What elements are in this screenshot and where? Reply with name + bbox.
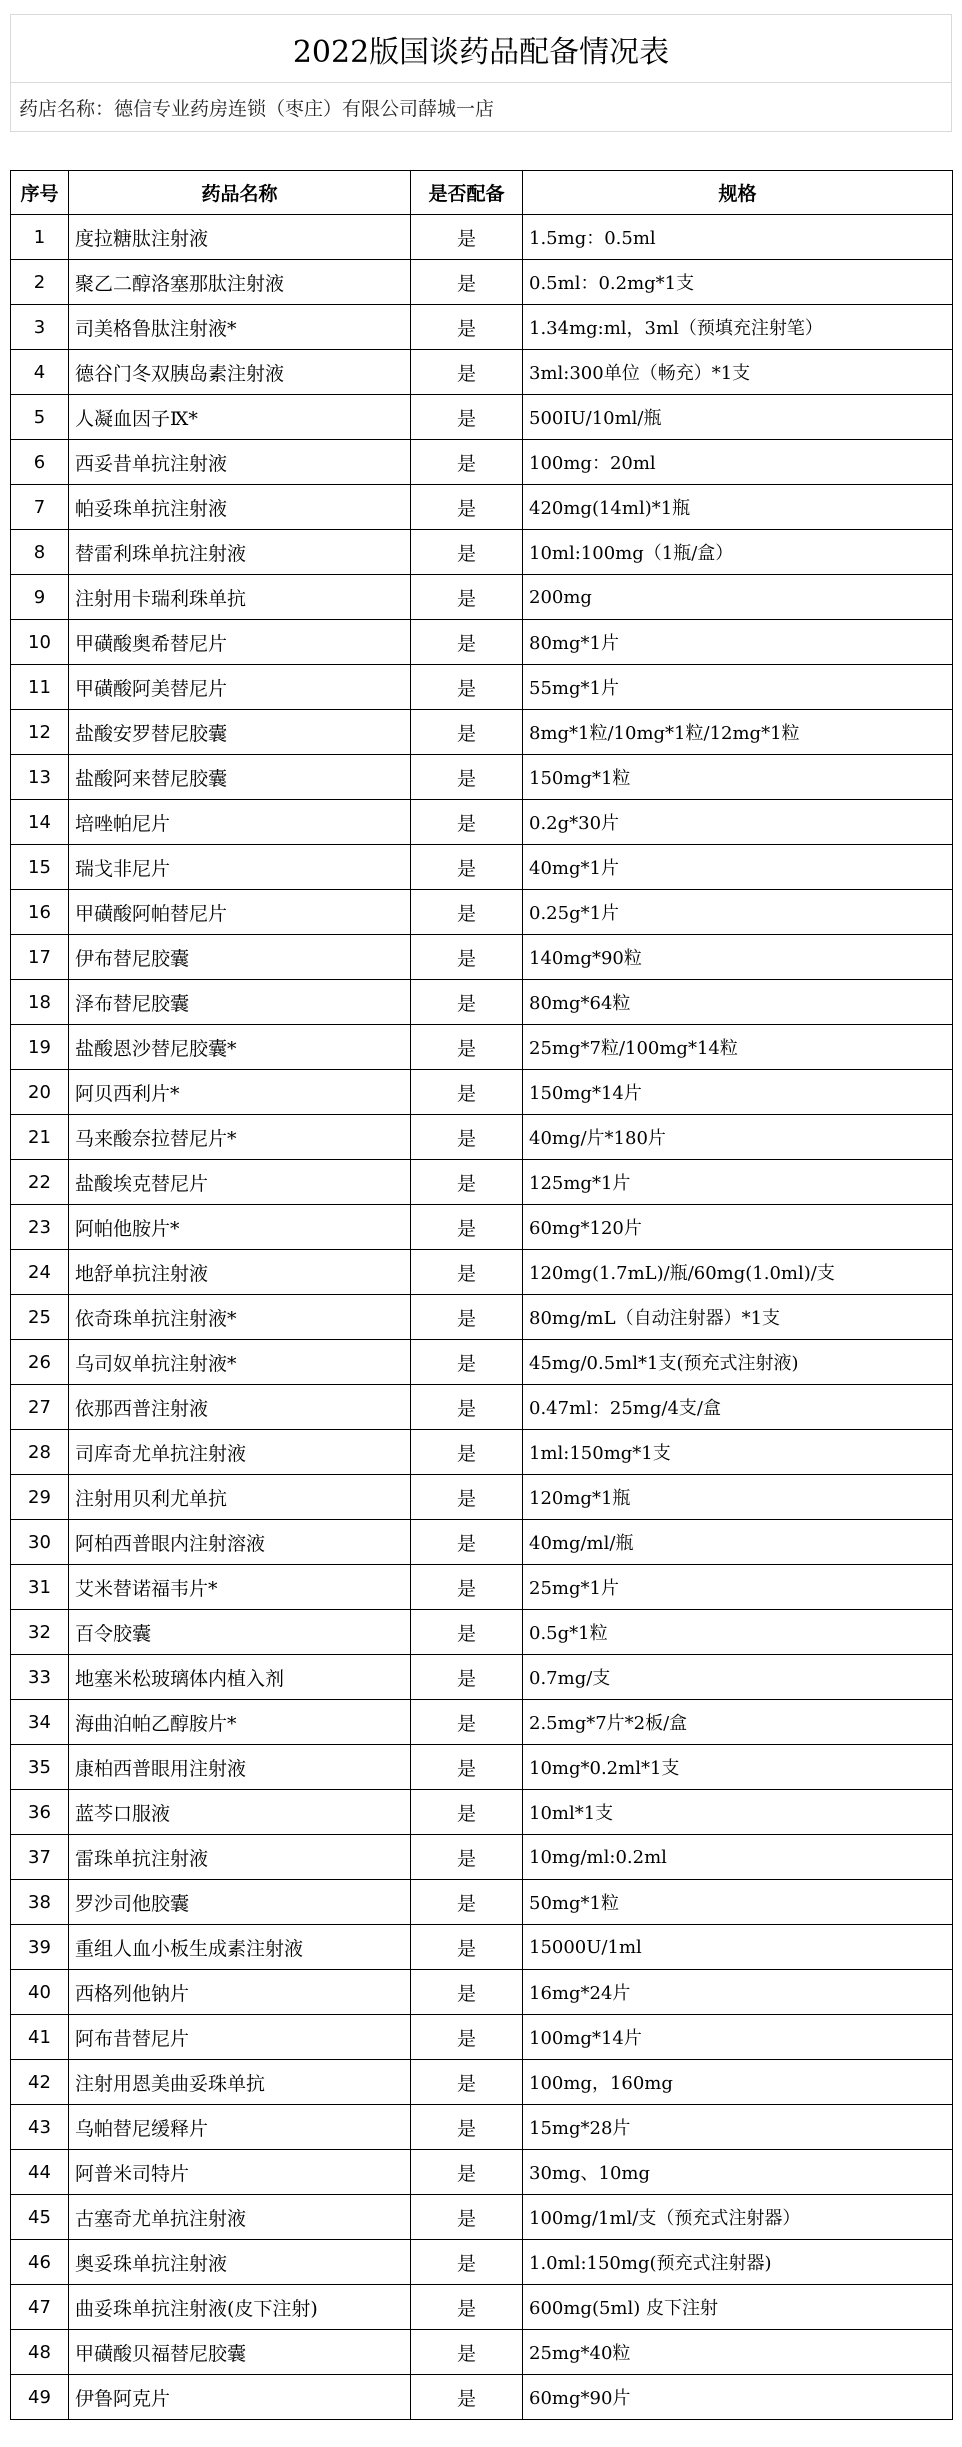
drug-spec: 120mg(1.7mL)/瓶/60mg(1.0ml)/支	[523, 1250, 953, 1295]
table-row	[11, 1610, 953, 1655]
row-number: 27	[11, 1385, 69, 1430]
drug-name: 德谷门冬双胰岛素注射液	[69, 350, 411, 395]
table-row	[11, 1565, 953, 1610]
table-row	[11, 2240, 953, 2285]
equipped-status: 是	[411, 1295, 523, 1340]
equipped-status: 是	[411, 1835, 523, 1880]
row-number: 38	[11, 1880, 69, 1925]
row-number: 46	[11, 2240, 69, 2285]
drug-spec: 500IU/10ml/瓶	[523, 395, 953, 440]
drug-name: 伊布替尼胶囊	[69, 935, 411, 980]
row-number: 47	[11, 2285, 69, 2330]
drug-spec: 8mg*1粒/10mg*1粒/12mg*1粒	[523, 710, 953, 755]
drug-spec: 1.0ml:150mg(预充式注射器)	[523, 2240, 953, 2285]
row-number: 25	[11, 1295, 69, 1340]
table-row	[11, 1835, 953, 1880]
drug-spec: 0.2g*30片	[523, 800, 953, 845]
drug-spec: 125mg*1片	[523, 1160, 953, 1205]
equipped-status: 是	[411, 800, 523, 845]
equipped-status: 是	[411, 1520, 523, 1565]
row-number: 21	[11, 1115, 69, 1160]
drug-name: 地舒单抗注射液	[69, 1250, 411, 1295]
drug-name: 司库奇尤单抗注射液	[69, 1430, 411, 1475]
table-row	[11, 1790, 953, 1835]
equipped-status: 是	[411, 1700, 523, 1745]
table-row	[11, 2330, 953, 2375]
equipped-status: 是	[411, 2195, 523, 2240]
equipped-status: 是	[411, 1025, 523, 1070]
equipped-status: 是	[411, 575, 523, 620]
drug-name: 曲妥珠单抗注射液(皮下注射)	[69, 2285, 411, 2330]
drug-name: 百令胶囊	[69, 1610, 411, 1655]
drug-spec: 10mg/ml:0.2ml	[523, 1835, 953, 1880]
row-number: 40	[11, 1970, 69, 2015]
table-row	[11, 2015, 953, 2060]
equipped-status: 是	[411, 710, 523, 755]
equipped-status: 是	[411, 935, 523, 980]
drug-spec: 30mg、10mg	[523, 2150, 953, 2195]
row-number: 7	[11, 485, 69, 530]
drug-name: 伊鲁阿克片	[69, 2375, 411, 2420]
header-drug-name: 药品名称	[69, 171, 411, 215]
equipped-status: 是	[411, 395, 523, 440]
equipped-status: 是	[411, 2015, 523, 2060]
drug-spec: 140mg*90粒	[523, 935, 953, 980]
row-number: 11	[11, 665, 69, 710]
table-row	[11, 1430, 953, 1475]
row-number: 18	[11, 980, 69, 1025]
row-number: 12	[11, 710, 69, 755]
drug-spec: 0.7mg/支	[523, 1655, 953, 1700]
drug-name: 古塞奇尤单抗注射液	[69, 2195, 411, 2240]
row-number: 42	[11, 2060, 69, 2105]
equipped-status: 是	[411, 1070, 523, 1115]
row-number: 2	[11, 260, 69, 305]
row-number: 33	[11, 1655, 69, 1700]
table-body	[11, 215, 953, 2420]
row-number: 39	[11, 1925, 69, 1970]
table-row	[11, 440, 953, 485]
row-number: 16	[11, 890, 69, 935]
drug-name: 替雷利珠单抗注射液	[69, 530, 411, 575]
equipped-status: 是	[411, 2060, 523, 2105]
table-row	[11, 800, 953, 845]
row-number: 41	[11, 2015, 69, 2060]
row-number: 8	[11, 530, 69, 575]
drug-spec: 100mg：20ml	[523, 440, 953, 485]
equipped-status: 是	[411, 305, 523, 350]
drug-spec: 55mg*1片	[523, 665, 953, 710]
row-number: 9	[11, 575, 69, 620]
drug-name: 蓝芩口服液	[69, 1790, 411, 1835]
equipped-status: 是	[411, 2330, 523, 2375]
drug-spec: 100mg*14片	[523, 2015, 953, 2060]
equipped-status: 是	[411, 1430, 523, 1475]
drug-name: 乌帕替尼缓释片	[69, 2105, 411, 2150]
store-name: 药店名称：德信专业药房连锁（枣庄）有限公司薛城一店	[10, 82, 952, 132]
drug-name: 甲磺酸贝福替尼胶囊	[69, 2330, 411, 2375]
drug-spec: 15000U/1ml	[523, 1925, 953, 1970]
table-row	[11, 1250, 953, 1295]
drug-spec: 100mg/1ml/支（预充式注射器）	[523, 2195, 953, 2240]
equipped-status: 是	[411, 620, 523, 665]
drug-spec: 25mg*1片	[523, 1565, 953, 1610]
drug-spec: 0.25g*1片	[523, 890, 953, 935]
equipped-status: 是	[411, 1925, 523, 1970]
drug-name: 瑞戈非尼片	[69, 845, 411, 890]
drug-name: 阿帕他胺片*	[69, 1205, 411, 1250]
row-number: 13	[11, 755, 69, 800]
row-number: 49	[11, 2375, 69, 2420]
table-row	[11, 1475, 953, 1520]
header-spec: 规格	[523, 171, 953, 215]
drug-spec: 150mg*14片	[523, 1070, 953, 1115]
table-row	[11, 350, 953, 395]
drug-spec: 60mg*120片	[523, 1205, 953, 1250]
table-row	[11, 1520, 953, 1565]
table-row	[11, 1745, 953, 1790]
drug-name: 司美格鲁肽注射液*	[69, 305, 411, 350]
drug-spec: 200mg	[523, 575, 953, 620]
row-number: 28	[11, 1430, 69, 1475]
drug-spec: 40mg/ml/瓶	[523, 1520, 953, 1565]
drug-spec: 10ml*1支	[523, 1790, 953, 1835]
row-number: 48	[11, 2330, 69, 2375]
equipped-status: 是	[411, 1655, 523, 1700]
table-row	[11, 1925, 953, 1970]
table-row	[11, 1205, 953, 1250]
drug-spec: 600mg(5ml) 皮下注射	[523, 2285, 953, 2330]
table-row	[11, 1070, 953, 1115]
drug-spec: 25mg*40粒	[523, 2330, 953, 2375]
table-row	[11, 1160, 953, 1205]
row-number: 4	[11, 350, 69, 395]
drug-spec: 3ml:300单位（畅充）*1支	[523, 350, 953, 395]
page-title: 2022版国谈药品配备情况表	[10, 14, 952, 82]
drug-name: 甲磺酸阿美替尼片	[69, 665, 411, 710]
table-row	[11, 755, 953, 800]
row-number: 44	[11, 2150, 69, 2195]
drug-name: 帕妥珠单抗注射液	[69, 485, 411, 530]
table-row	[11, 980, 953, 1025]
drug-name: 盐酸埃克替尼片	[69, 1160, 411, 1205]
drug-name: 培唑帕尼片	[69, 800, 411, 845]
drug-name: 康柏西普眼用注射液	[69, 1745, 411, 1790]
drug-spec: 420mg(14ml)*1瓶	[523, 485, 953, 530]
equipped-status: 是	[411, 1880, 523, 1925]
drug-spec: 1.34mg:ml，3ml（预填充注射笔）	[523, 305, 953, 350]
row-number: 35	[11, 1745, 69, 1790]
drug-name: 度拉糖肽注射液	[69, 215, 411, 260]
drug-name: 盐酸恩沙替尼胶囊*	[69, 1025, 411, 1070]
table-row	[11, 485, 953, 530]
row-number: 22	[11, 1160, 69, 1205]
drug-spec: 0.5g*1粒	[523, 1610, 953, 1655]
equipped-status: 是	[411, 350, 523, 395]
row-number: 1	[11, 215, 69, 260]
drug-name: 盐酸安罗替尼胶囊	[69, 710, 411, 755]
table-row	[11, 1295, 953, 1340]
row-number: 19	[11, 1025, 69, 1070]
table-row	[11, 395, 953, 440]
row-number: 45	[11, 2195, 69, 2240]
equipped-status: 是	[411, 2240, 523, 2285]
row-number: 5	[11, 395, 69, 440]
drug-name: 马来酸奈拉替尼片*	[69, 1115, 411, 1160]
drug-name: 奥妥珠单抗注射液	[69, 2240, 411, 2285]
equipped-status: 是	[411, 845, 523, 890]
row-number: 32	[11, 1610, 69, 1655]
table-row	[11, 2060, 953, 2105]
equipped-status: 是	[411, 980, 523, 1025]
drug-name: 阿布昔替尼片	[69, 2015, 411, 2060]
drug-spec: 40mg*1片	[523, 845, 953, 890]
table-header-row	[11, 171, 953, 215]
equipped-status: 是	[411, 1610, 523, 1655]
table-row	[11, 530, 953, 575]
table-row	[11, 2375, 953, 2420]
table-row	[11, 1340, 953, 1385]
equipped-status: 是	[411, 1160, 523, 1205]
table-row	[11, 1115, 953, 1160]
drug-name: 阿贝西利片*	[69, 1070, 411, 1115]
table-row	[11, 305, 953, 350]
table-row	[11, 2105, 953, 2150]
equipped-status: 是	[411, 1970, 523, 2015]
drug-spec: 60mg*90片	[523, 2375, 953, 2420]
drug-name: 海曲泊帕乙醇胺片*	[69, 1700, 411, 1745]
table-row	[11, 1700, 953, 1745]
equipped-status: 是	[411, 890, 523, 935]
drug-name: 罗沙司他胶囊	[69, 1880, 411, 1925]
drug-inventory-sheet	[10, 14, 952, 2420]
row-number: 36	[11, 1790, 69, 1835]
drug-spec: 40mg/片*180片	[523, 1115, 953, 1160]
drug-name: 阿柏西普眼内注射溶液	[69, 1520, 411, 1565]
equipped-status: 是	[411, 1790, 523, 1835]
drug-name: 依奇珠单抗注射液*	[69, 1295, 411, 1340]
equipped-status: 是	[411, 485, 523, 530]
equipped-status: 是	[411, 755, 523, 800]
drug-spec: 80mg*1片	[523, 620, 953, 665]
table-row	[11, 1025, 953, 1070]
drug-spec: 50mg*1粒	[523, 1880, 953, 1925]
row-number: 14	[11, 800, 69, 845]
row-number: 10	[11, 620, 69, 665]
equipped-status: 是	[411, 1475, 523, 1520]
equipped-status: 是	[411, 530, 523, 575]
equipped-status: 是	[411, 2150, 523, 2195]
equipped-status: 是	[411, 215, 523, 260]
drug-spec: 80mg*64粒	[523, 980, 953, 1025]
equipped-status: 是	[411, 1340, 523, 1385]
drug-name: 注射用恩美曲妥珠单抗	[69, 2060, 411, 2105]
row-number: 34	[11, 1700, 69, 1745]
equipped-status: 是	[411, 260, 523, 305]
drug-spec: 1.5mg：0.5ml	[523, 215, 953, 260]
row-number: 31	[11, 1565, 69, 1610]
table-row	[11, 260, 953, 305]
row-number: 6	[11, 440, 69, 485]
row-number: 30	[11, 1520, 69, 1565]
row-number: 3	[11, 305, 69, 350]
table-row	[11, 215, 953, 260]
drug-spec: 120mg*1瓶	[523, 1475, 953, 1520]
table-row	[11, 575, 953, 620]
header-number: 序号	[11, 171, 69, 215]
drug-name: 阿普米司特片	[69, 2150, 411, 2195]
equipped-status: 是	[411, 1565, 523, 1610]
table-row	[11, 710, 953, 755]
drug-name: 甲磺酸奥希替尼片	[69, 620, 411, 665]
drug-name: 重组人血小板生成素注射液	[69, 1925, 411, 1970]
table-row	[11, 2285, 953, 2330]
drug-spec: 15mg*28片	[523, 2105, 953, 2150]
equipped-status: 是	[411, 2375, 523, 2420]
drug-name: 西妥昔单抗注射液	[69, 440, 411, 485]
drug-name: 艾米替诺福韦片*	[69, 1565, 411, 1610]
drug-name: 依那西普注射液	[69, 1385, 411, 1430]
header-equipped: 是否配备	[411, 171, 523, 215]
drug-name: 人凝血因子Ⅸ*	[69, 395, 411, 440]
drug-name: 注射用贝利尤单抗	[69, 1475, 411, 1520]
row-number: 29	[11, 1475, 69, 1520]
row-number: 23	[11, 1205, 69, 1250]
drug-name: 聚乙二醇洛塞那肽注射液	[69, 260, 411, 305]
equipped-status: 是	[411, 440, 523, 485]
table-row	[11, 845, 953, 890]
table-row	[11, 2195, 953, 2240]
table-row	[11, 665, 953, 710]
drug-name: 盐酸阿来替尼胶囊	[69, 755, 411, 800]
drug-spec: 100mg，160mg	[523, 2060, 953, 2105]
drug-spec: 2.5mg*7片*2板/盒	[523, 1700, 953, 1745]
drug-spec: 0.5ml：0.2mg*1支	[523, 260, 953, 305]
drug-name: 注射用卡瑞利珠单抗	[69, 575, 411, 620]
drug-spec: 150mg*1粒	[523, 755, 953, 800]
row-number: 26	[11, 1340, 69, 1385]
row-number: 37	[11, 1835, 69, 1880]
row-number: 17	[11, 935, 69, 980]
row-number: 24	[11, 1250, 69, 1295]
drug-spec: 16mg*24片	[523, 1970, 953, 2015]
drug-spec: 80mg/mL（自动注射器）*1支	[523, 1295, 953, 1340]
drug-table	[10, 170, 953, 2420]
equipped-status: 是	[411, 1205, 523, 1250]
row-number: 20	[11, 1070, 69, 1115]
drug-spec: 10ml:100mg（1瓶/盒）	[523, 530, 953, 575]
drug-spec: 1ml:150mg*1支	[523, 1430, 953, 1475]
equipped-status: 是	[411, 1385, 523, 1430]
drug-spec: 25mg*7粒/100mg*14粒	[523, 1025, 953, 1070]
table-row	[11, 935, 953, 980]
drug-name: 甲磺酸阿帕替尼片	[69, 890, 411, 935]
drug-spec: 0.47ml：25mg/4支/盒	[523, 1385, 953, 1430]
equipped-status: 是	[411, 1745, 523, 1790]
drug-spec: 45mg/0.5ml*1支(预充式注射液)	[523, 1340, 953, 1385]
table-row	[11, 620, 953, 665]
equipped-status: 是	[411, 665, 523, 710]
table-row	[11, 890, 953, 935]
drug-name: 泽布替尼胶囊	[69, 980, 411, 1025]
equipped-status: 是	[411, 1115, 523, 1160]
table-row	[11, 1880, 953, 1925]
table-row	[11, 2150, 953, 2195]
spacer	[10, 132, 952, 170]
drug-name: 雷珠单抗注射液	[69, 1835, 411, 1880]
row-number: 43	[11, 2105, 69, 2150]
equipped-status: 是	[411, 2285, 523, 2330]
drug-spec: 10mg*0.2ml*1支	[523, 1745, 953, 1790]
row-number: 15	[11, 845, 69, 890]
equipped-status: 是	[411, 1250, 523, 1295]
drug-name: 乌司奴单抗注射液*	[69, 1340, 411, 1385]
table-row	[11, 1385, 953, 1430]
table-row	[11, 1970, 953, 2015]
equipped-status: 是	[411, 2105, 523, 2150]
drug-name: 西格列他钠片	[69, 1970, 411, 2015]
drug-name: 地塞米松玻璃体内植入剂	[69, 1655, 411, 1700]
table-row	[11, 1655, 953, 1700]
